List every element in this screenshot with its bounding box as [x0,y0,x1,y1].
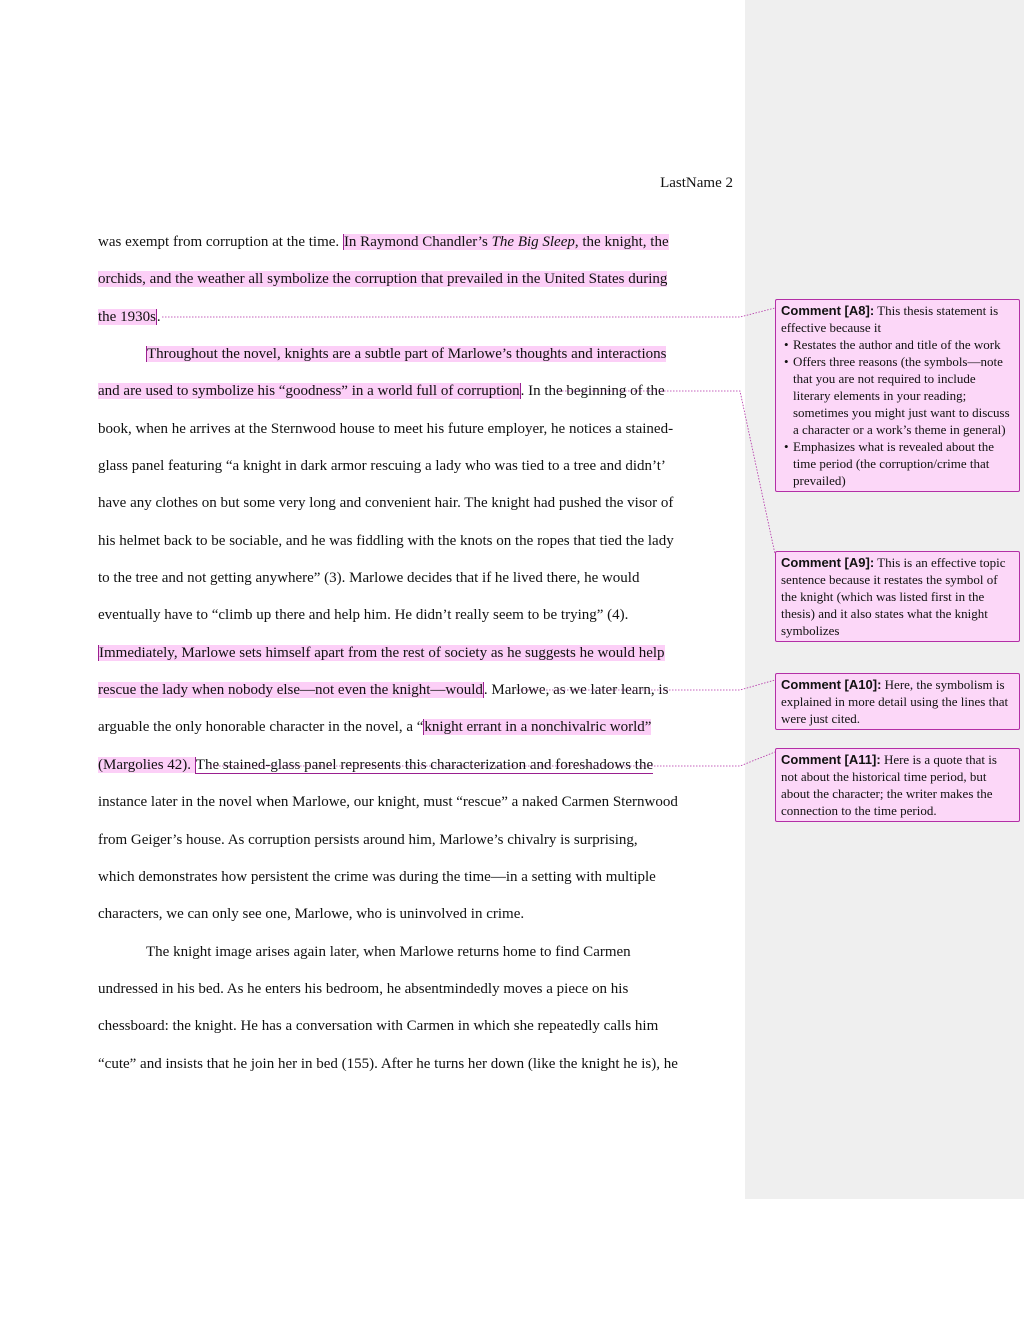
text-line: and are used to symbolize his “goodness” in a world full of corruption. In the beginning of the [98,383,665,400]
text-line: which demonstrates how persistent the crime was during the time—in a setting with multiple [98,868,656,885]
text-line: characters, we can only see one, Marlowe, who is uninvolved in crime. [98,906,525,923]
text-line: Immediately, Marlowe sets himself apart from the rest of society as he suggests he would help [99,644,665,661]
comment-a10[interactable] [775,673,1020,730]
text-line: the 1930s. [98,308,161,325]
comment-text: This thesis statement is effective because it [781,303,999,335]
text-line: his helmet back to be sociable, and he was fiddling with the knots on the ropes that tied the lady [98,532,674,549]
comment-a11[interactable] [775,748,1020,822]
text-line: arguable the only honorable character in the novel, a “knight errant in a nonchivalric world” [98,719,652,736]
text-line: rescue the lady when nobody else—not even the knight—would. Marlowe, as we later learn, is [98,682,669,699]
text-line: (Margolies 42). The stained-glass panel represents this characterization and foreshadows the [98,756,654,773]
text-line: from Geiger’s house. As corruption persists around him, Marlowe’s chivalry is surprising, [98,831,638,848]
comment-bullet: • Emphasizes what is revealed about the time period (the corruption/crime that prevailed) [793,438,1014,489]
text-line: orchids, and the weather all symbolize the corruption that prevailed in the United States during [98,271,668,288]
running-head: LastName 2 [660,175,733,191]
text-line: to the tree and not getting anywhere” (3). Marlowe decides that if he lived there, he would [98,570,640,587]
comment-title: Comment [A11]: [781,752,881,767]
text-line: book, when he arrives at the Sternwood house to meet his future employer, he notices a stained- [98,420,674,437]
comment-text: Here, the symbolism is explained in more detail using the lines that were just cited. [781,677,1009,726]
text-line: chessboard: the knight. He has a conversation with Carmen in which she repeatedly calls him [98,1018,659,1035]
text-line: The knight image arises again later, when Marlowe returns home to find Carmen [146,943,631,960]
text-line: glass panel featuring “a knight in dark armor rescuing a lady who was tied to a tree and didn’t’ [98,458,666,475]
text-line: “cute” and insists that he join her in bed (155). After he turns her down (like the knight he is), he [98,1055,678,1072]
comment-bullets [781,336,1014,489]
comment-text: This is an effective topic sentence because it restates the symbol of the knight (which was listed first in the thesis) and it also states what the knight symbolizes [781,555,1006,638]
text-line: have any clothes on but some very long and convenient hair. The knight had pushed the visor of [98,495,674,512]
comment-a8[interactable] [775,299,1020,492]
comment-text: Here is a quote that is not about the historical time period, but about the character; the writer makes the connection to the time period. [781,752,997,818]
essay-body [98,224,738,1083]
comment-bullet: • Offers three reasons (the symbols—note that you are not required to include literary elements in your reading; sometimes you might just want to discuss a character or a work’s theme in general) [793,353,1014,438]
text-line: undressed in his bed. As he enters his bedroom, he absentmindedly moves a piece on his [98,980,629,997]
text-line: instance later in the novel when Marlowe, our knight, must “rescue” a naked Carmen Sternwood [98,794,678,811]
comment-bullet: • Restates the author and title of the work [793,336,1014,353]
comment-title: Comment [A9]: [781,555,875,570]
text-line: eventually have to “climb up there and help him. He didn’t really seem to be trying” (4). [98,607,629,624]
text-line: Throughout the novel, knights are a subtle part of Marlowe’s thoughts and interactions [147,346,667,363]
comment-title: Comment [A8]: [781,303,875,318]
comment-title: Comment [A10]: [781,677,882,692]
comment-a9[interactable] [775,551,1020,642]
text-line: was exempt from corruption at the time. In Raymond Chandler’s The Big Sleep, the knight, the [98,234,669,250]
